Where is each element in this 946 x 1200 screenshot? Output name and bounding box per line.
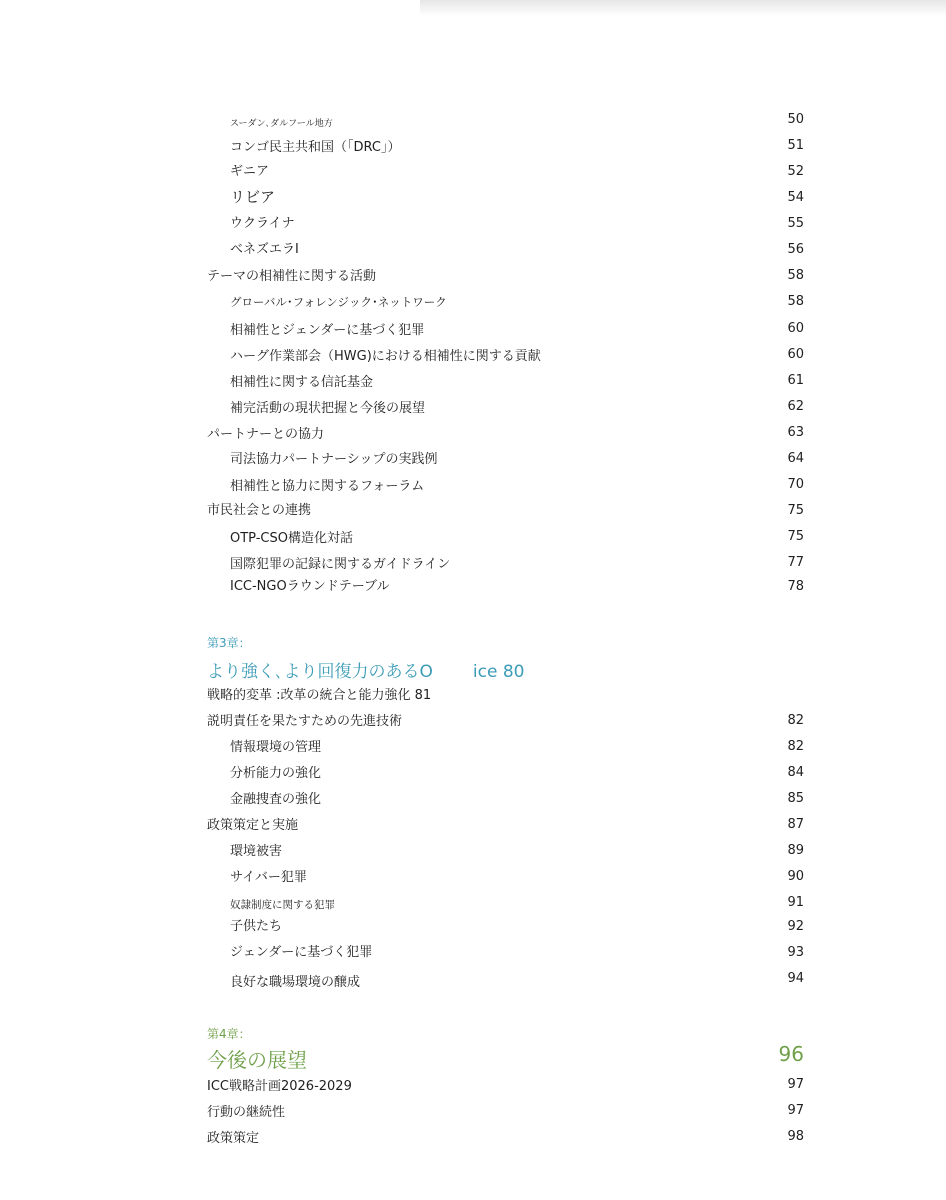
toc-entry[interactable] xyxy=(0,763,946,787)
top-shadow xyxy=(420,0,946,16)
toc-entry[interactable] xyxy=(0,815,946,839)
toc-entry-page: 52 xyxy=(787,164,804,179)
toc-entry-label: 相補性とジェンダーに基づく犯罪 xyxy=(230,323,425,338)
toc-entry[interactable] xyxy=(0,969,946,993)
toc-entry[interactable] xyxy=(0,501,946,525)
toc-entry-label: 金融捜査の強化 xyxy=(230,792,322,807)
toc-entry-label: サイバー犯罪 xyxy=(230,870,307,885)
toc-entry-label: 良好な職場環境の醸成 xyxy=(230,975,361,990)
toc-entry-label: ベネズエラI xyxy=(230,242,299,257)
toc-entry-page: 82 xyxy=(787,739,804,754)
toc-entry-page: 75 xyxy=(787,503,804,518)
toc-entry[interactable] xyxy=(0,240,946,264)
toc-entry[interactable] xyxy=(0,711,946,735)
toc-entry-label: 補完活動の現状把握と今後の展望 xyxy=(230,401,426,416)
toc-entry-label: 司法協力パートナーシップの実践例 xyxy=(230,452,438,467)
toc-entry-label: 政策策定と実施 xyxy=(207,818,299,833)
toc-entry[interactable] xyxy=(0,136,946,160)
toc-entry[interactable] xyxy=(0,577,946,601)
toc-entry[interactable] xyxy=(0,686,946,710)
toc-entry[interactable] xyxy=(0,110,946,134)
toc-entry-page: 91 xyxy=(787,895,804,910)
toc-entry-page: 75 xyxy=(787,529,804,544)
toc-entry-label: OTP-CSO構造化対話 xyxy=(230,531,353,546)
toc-entry[interactable] xyxy=(0,475,946,499)
toc-entry-label: グローバル･フォレンジック･ネットワーク xyxy=(230,295,447,309)
chapter-3-title-page: ice 80 xyxy=(472,662,525,682)
toc-entry[interactable] xyxy=(0,553,946,577)
toc-entry-page: 92 xyxy=(787,919,804,934)
toc-entry-page: 60 xyxy=(787,321,804,336)
chapter-3-label: 第3章： xyxy=(207,636,251,650)
toc-entry-label: ICC戦略計画2026-2029 xyxy=(207,1079,352,1094)
toc-entry-label: 奴隷制度に関する犯罪 xyxy=(230,899,335,911)
chapter-3-title[interactable] xyxy=(207,657,524,682)
toc-entry-page: 90 xyxy=(787,869,804,884)
toc-entry-page: 97 xyxy=(787,1103,804,1118)
chapter-4-title[interactable]: 今後の展望 xyxy=(207,1048,307,1072)
toc-entry-page: 61 xyxy=(787,373,804,388)
toc-entry-label: ギニア xyxy=(230,164,270,179)
toc-entry-page: 54 xyxy=(787,190,804,205)
toc-entry-page: 89 xyxy=(787,843,804,858)
toc-entry-page: 93 xyxy=(787,945,804,960)
toc-entry-label: 相補性と協力に関するフォーラム xyxy=(230,479,425,494)
toc-entry-page: 63 xyxy=(787,425,804,440)
toc-entry-label: 子供たち xyxy=(230,919,283,934)
toc-entry-page: 70 xyxy=(787,477,804,492)
toc-entry-page: 56 xyxy=(787,242,804,257)
toc-entry-page: 62 xyxy=(787,399,804,414)
toc-entry-page: 78 xyxy=(787,579,804,594)
toc-entry[interactable] xyxy=(0,789,946,813)
toc-entry-label: 市民社会との連携 xyxy=(207,503,312,518)
toc-entry-label: 相補性に関する信託基金 xyxy=(230,375,374,390)
toc-entry[interactable] xyxy=(0,345,946,369)
chapter-3-subtitle: 戦略的変革 :改革の統合と能力強化 81 xyxy=(207,688,432,703)
toc-entry-label: 国際犯罪の記録に関するガイドライン xyxy=(230,557,451,572)
toc-entry-label: 政策策定 xyxy=(207,1131,260,1146)
toc-entry[interactable] xyxy=(0,867,946,891)
toc-entry-page: 87 xyxy=(787,817,804,832)
toc-entry-page: 51 xyxy=(787,138,804,153)
toc-entry[interactable] xyxy=(0,1127,946,1151)
toc-entry[interactable] xyxy=(0,188,946,212)
toc-entry-label: ハーグ作業部会（HWG)における相補性に関する貢献 xyxy=(230,349,541,364)
toc-entry[interactable] xyxy=(0,292,946,316)
toc-entry[interactable] xyxy=(0,319,946,343)
toc-entry[interactable] xyxy=(0,162,946,186)
toc-entry[interactable] xyxy=(0,371,946,395)
toc-entry[interactable] xyxy=(0,943,946,967)
toc-entry-page: 98 xyxy=(787,1129,804,1144)
toc-entry-label: 環境被害 xyxy=(230,844,283,859)
toc-entry[interactable] xyxy=(0,737,946,761)
toc-entry-label: ウクライナ xyxy=(230,216,295,231)
toc-entry-label: パートナーとの協力 xyxy=(207,427,325,442)
toc-entry-page: 77 xyxy=(787,555,804,570)
toc-entry-page: 82 xyxy=(787,713,804,728)
toc-entry-label: テーマの相補性に関する活動 xyxy=(207,269,377,284)
toc-entry-page: 84 xyxy=(787,765,804,780)
toc-entry-page: 60 xyxy=(787,347,804,362)
chapter-4-page: 96 xyxy=(778,1042,804,1066)
toc-entry[interactable] xyxy=(0,423,946,447)
toc-entry-label: 行動の継続性 xyxy=(207,1105,286,1120)
toc-entry-page: 50 xyxy=(787,112,804,127)
toc-entry-page: 58 xyxy=(787,268,804,283)
toc-entry-label: リビア xyxy=(230,188,276,206)
toc-entry-page: 85 xyxy=(787,791,804,806)
toc-entry[interactable] xyxy=(0,214,946,238)
chapter-4-label: 第4章： xyxy=(207,1027,251,1041)
toc-entry[interactable] xyxy=(0,527,946,551)
toc-entry-label: 説明責任を果たすための先進技術 xyxy=(207,714,403,729)
toc-entry-label: コンゴ民主共和国（「DRC」） xyxy=(230,140,401,155)
toc-entry-label: スーダン､ダルフール地方 xyxy=(230,119,333,129)
toc-entry-label: 情報環境の管理 xyxy=(230,740,322,755)
toc-entry[interactable] xyxy=(0,1075,946,1099)
toc-entry[interactable] xyxy=(0,841,946,865)
toc-entry[interactable] xyxy=(0,893,946,917)
toc-entry-label: ICC-NGOラウンドテーブル xyxy=(230,579,390,594)
toc-entry[interactable] xyxy=(0,917,946,941)
toc-entry-page: 94 xyxy=(787,971,804,986)
toc-entry[interactable] xyxy=(0,266,946,290)
toc-entry-page: 58 xyxy=(787,294,804,309)
toc-entry-page: 97 xyxy=(787,1077,804,1092)
chapter-3-title-main: より強く､より回復力のあるO xyxy=(207,662,433,682)
toc-entry-page: 55 xyxy=(787,216,804,231)
toc-entry[interactable] xyxy=(0,1101,946,1125)
toc-entry-label: 分析能力の強化 xyxy=(230,766,322,781)
toc-entry-label: ジェンダーに基づく犯罪 xyxy=(230,945,373,960)
toc-entry-page: 64 xyxy=(787,451,804,466)
toc-entry[interactable] xyxy=(0,397,946,421)
toc-entry[interactable] xyxy=(0,449,946,473)
